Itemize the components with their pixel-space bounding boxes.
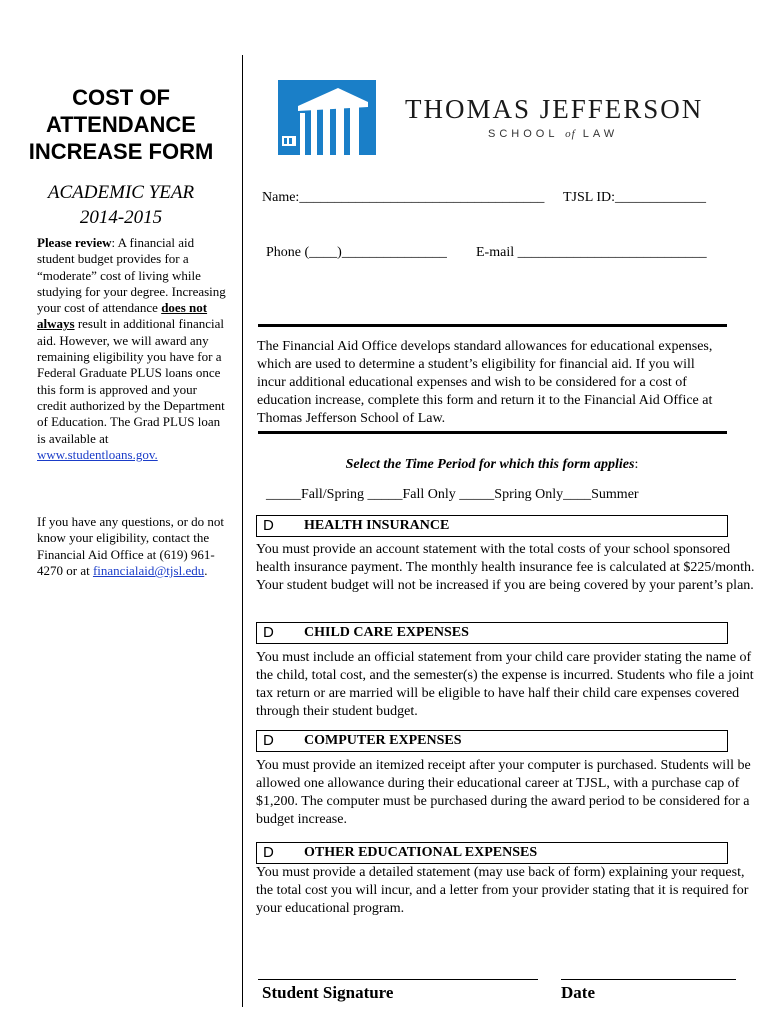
- academic-year-value: 2014-2015: [79, 207, 163, 228]
- school-subtitle: [488, 128, 618, 140]
- review-text-2: result in additional financial aid. However, we will award any remaining eligibility you have for a Federal Graduate PLUS loans once this form is approved and your credit authorized by the Department of Education. The Grad PLUS loan is available at: [37, 316, 225, 446]
- intro-paragraph: The Financial Aid Office develops standard allowances for educational expenses, which are used to determine a student’s eligibility for financial aid. If you will incur additional educational expenses and wish to be considered for a cost of education increase, complete this form and return it to the Financial Aid Office at Thomas Jefferson School of Law.: [257, 339, 713, 426]
- phone-field[interactable]: Phone (____)_______________: [266, 245, 447, 260]
- date-label: Date: [561, 983, 595, 1002]
- section-title: CHILD CARE EXPENSES: [304, 625, 469, 640]
- financialaid-email-link[interactable]: financialaid@tjsl.edu: [92, 562, 205, 578]
- child-care-option[interactable]: [256, 622, 728, 644]
- school-name: THOMAS JEFFERSON: [405, 94, 704, 124]
- questions-end: .: [204, 562, 208, 578]
- health-insurance-option[interactable]: [256, 515, 728, 537]
- checkbox-icon[interactable]: D: [263, 732, 274, 749]
- child-care-desc: You must include an official statement from your child care provider stating the name of the child, total cost, and the semester(s) the expense is incurred. Students who file a joint tax return or are married will be eligible to have half their child care expenses covered through their student budget.: [256, 650, 754, 719]
- date-line[interactable]: [561, 979, 736, 980]
- time-period-prompt-colon: :: [634, 457, 639, 472]
- checkbox-icon[interactable]: D: [263, 624, 274, 641]
- school-sub-of: of: [565, 128, 576, 140]
- time-period-options[interactable]: _____Fall/Spring _____Fall Only _____Spring Only____Summer: [266, 487, 639, 502]
- student-signature-line[interactable]: [258, 979, 538, 980]
- title-line: COST OF: [72, 85, 170, 110]
- name-field[interactable]: Name:___________________________________: [262, 190, 545, 205]
- time-period-prompt: [257, 457, 727, 473]
- other-expenses-option[interactable]: [256, 842, 728, 864]
- questions-text: If you have any questions, or do not know your eligibility, contact the Financial Aid Office at (619) 961-4270 or at: [37, 514, 225, 578]
- form-title: [18, 84, 224, 165]
- school-logo-icon: [278, 80, 376, 155]
- time-period-prompt-text: Select the Time Period for which this form applies: [345, 457, 635, 472]
- review-text-1: : A financial aid student budget provides for a “moderate” cost of living while studying for your degree. Increasing your cost of attendance: [37, 235, 226, 316]
- top-rule: [258, 324, 727, 327]
- school-sub-right: LAW: [582, 128, 619, 140]
- review-note: [37, 235, 227, 463]
- health-insurance-desc: You must provide an account statement with the total costs of your school sponsored health insurance payment. The monthly health insurance fee is calculated at $225/month. Your student budget will not be increased if you are being covered by your parent’s plan.: [256, 542, 755, 593]
- title-line: INCREASE FORM: [28, 139, 214, 164]
- review-lead: Please review: [37, 235, 112, 250]
- academic-year-label: ACADEMIC YEAR: [47, 182, 195, 203]
- column-divider: [242, 55, 243, 1007]
- academic-year: [18, 180, 224, 230]
- checkbox-icon[interactable]: D: [263, 844, 274, 861]
- school-sub-left: SCHOOL: [488, 128, 559, 140]
- tjsl-id-field[interactable]: TJSL ID:_____________: [563, 190, 706, 205]
- email-field[interactable]: E-mail ___________________________: [476, 245, 707, 260]
- checkbox-icon[interactable]: D: [263, 517, 274, 534]
- review-does-not: does not: [161, 300, 208, 316]
- computer-expenses-desc: You must provide an itemized receipt after your computer is purchased. Students will be allowed one allowance during their educational career at TJSL, with a purchase cap of $1,200. The computer must be purchased during the award period to be considered for a budget increase.: [256, 758, 751, 827]
- student-signature-label: Student Signature: [262, 983, 394, 1002]
- studentloans-link[interactable]: www.studentloans.gov.: [37, 446, 158, 462]
- section-title: OTHER EDUCATIONAL EXPENSES: [304, 845, 538, 860]
- questions-note: [37, 514, 227, 579]
- other-expenses-desc: You must provide a detailed statement (may use back of form) explaining your request, the total cost you will incur, and a letter from your provider stating that it is required for your educational program.: [256, 865, 749, 916]
- title-line: ATTENDANCE: [46, 112, 196, 137]
- computer-expenses-option[interactable]: [256, 730, 728, 752]
- section-title: COMPUTER EXPENSES: [304, 733, 462, 748]
- bottom-rule: [258, 431, 727, 434]
- review-always: always: [37, 316, 75, 332]
- section-title: HEALTH INSURANCE: [304, 518, 450, 533]
